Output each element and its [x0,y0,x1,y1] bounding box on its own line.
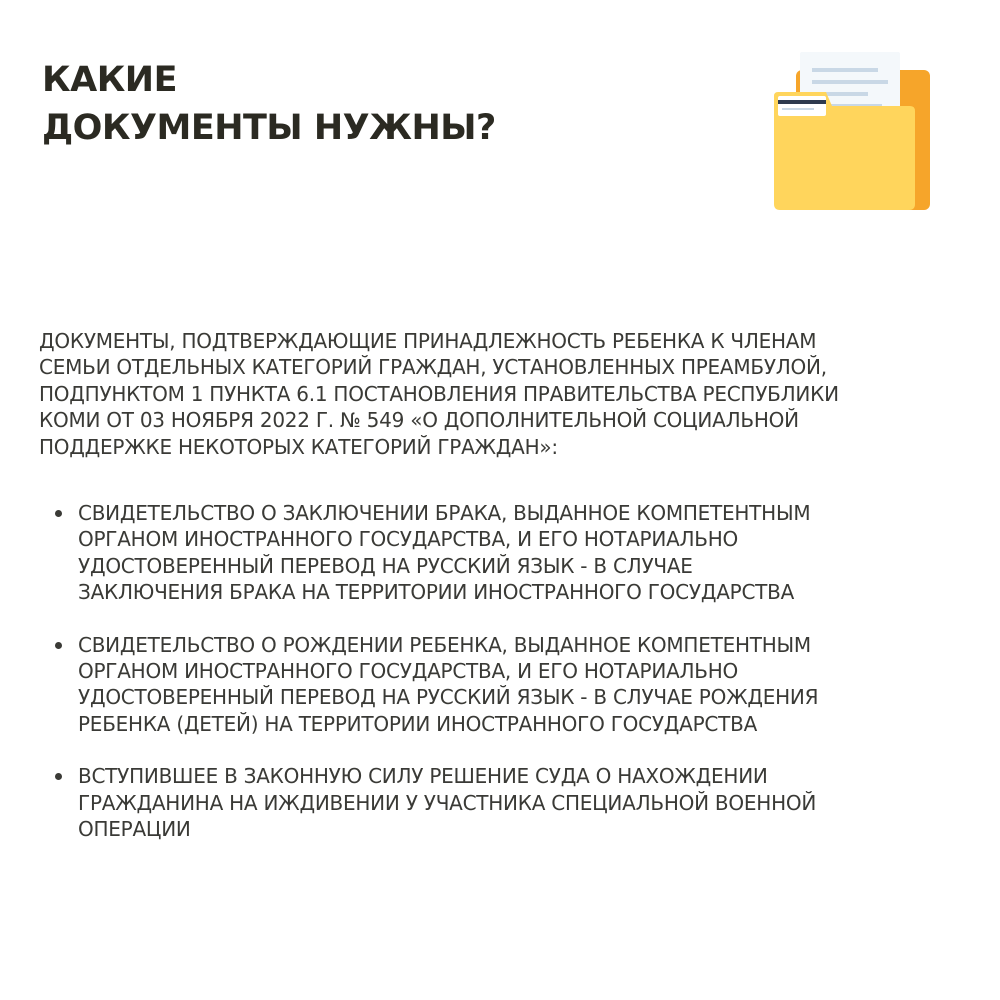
list-item-line: ЗАКЛЮЧЕНИЯ БРАКА НА ТЕРРИТОРИИ ИНОСТРАННОГО ГОСУДАРСТВА [78,580,795,605]
list-item-line: ГРАЖДАНИНА НА ИЖДИВЕНИИ У УЧАСТНИКА СПЕЦИАЛЬНОЙ ВОЕННОЙ [78,790,817,815]
list-item-line: ОПЕРАЦИИ [78,817,191,842]
list-item-line: УДОСТОВЕРЕННЫЙ ПЕРЕВОД НА РУССКИЙ ЯЗЫК - В СЛУЧАЕ РОЖДЕНИЯ [78,685,819,710]
list-item-line: СВИДЕТЕЛЬСТВО О РОЖДЕНИИ РЕБЕНКА, ВЫДАННОЕ КОМПЕТЕНТНЫМ [78,632,811,657]
intro-line: ПОДПУНКТОМ 1 ПУНКТА 6.1 ПОСТАНОВЛЕНИЯ ПРАВИТЕЛЬСТВА РЕСПУБЛИКИ [39,381,839,406]
list-item-line: ВСТУПИВШЕЕ В ЗАКОННУЮ СИЛУ РЕШЕНИЕ СУДА О НАХОЖДЕНИИ [78,764,768,789]
page-title-line: ДОКУМЕНТЫ НУЖНЫ? [42,108,496,148]
page-title [42,56,496,152]
intro-paragraph [39,328,969,460]
intro-line: ПОДДЕРЖКЕ НЕКОТОРЫХ КАТЕГОРИЙ ГРАЖДАН»: [39,434,558,459]
list-item-birth-certificate [0,632,1000,738]
page-title-line: КАКИЕ [42,60,178,100]
list-item-line: ОРГАНОМ ИНОСТРАННОГО ГОСУДАРСТВА, И ЕГО НОТАРИАЛЬНО [78,659,739,684]
intro-line: СЕМЬИ ОТДЕЛЬНЫХ КАТЕГОРИЙ ГРАЖДАН, УСТАНОВЛЕННЫХ ПРЕАМБУЛОЙ, [39,355,827,380]
list-item-marriage-certificate [0,500,1000,606]
list-item-line: ОРГАНОМ ИНОСТРАННОГО ГОСУДАРСТВА, И ЕГО НОТАРИАЛЬНО [78,527,739,552]
bullet-icon [55,642,62,649]
list-item-line: УДОСТОВЕРЕННЫЙ ПЕРЕВОД НА РУССКИЙ ЯЗЫК - В СЛУЧАЕ [78,553,693,578]
intro-line: ДОКУМЕНТЫ, ПОДТВЕРЖДАЮЩИЕ ПРИНАДЛЕЖНОСТЬ РЕБЕНКА К ЧЛЕНАМ [39,329,817,353]
folder-label-tab [778,96,826,116]
list-item-court-decision [0,763,1000,842]
folder-with-documents-icon [772,50,932,212]
list-item-line: СВИДЕТЕЛЬСТВО О ЗАКЛЮЧЕНИИ БРАКА, ВЫДАННОЕ КОМПЕТЕНТНЫМ [78,501,811,525]
documents-list [0,500,1000,868]
list-item-line: РЕБЕНКА (ДЕТЕЙ) НА ТЕРРИТОРИИ ИНОСТРАННОГО ГОСУДАРСТВА [78,711,758,736]
bullet-icon [55,773,62,780]
intro-line: КОМИ ОТ 03 НОЯБРЯ 2022 Г. № 549 «О ДОПОЛНИТЕЛЬНОЙ СОЦИАЛЬНОЙ [39,408,799,433]
bullet-icon [55,510,62,517]
